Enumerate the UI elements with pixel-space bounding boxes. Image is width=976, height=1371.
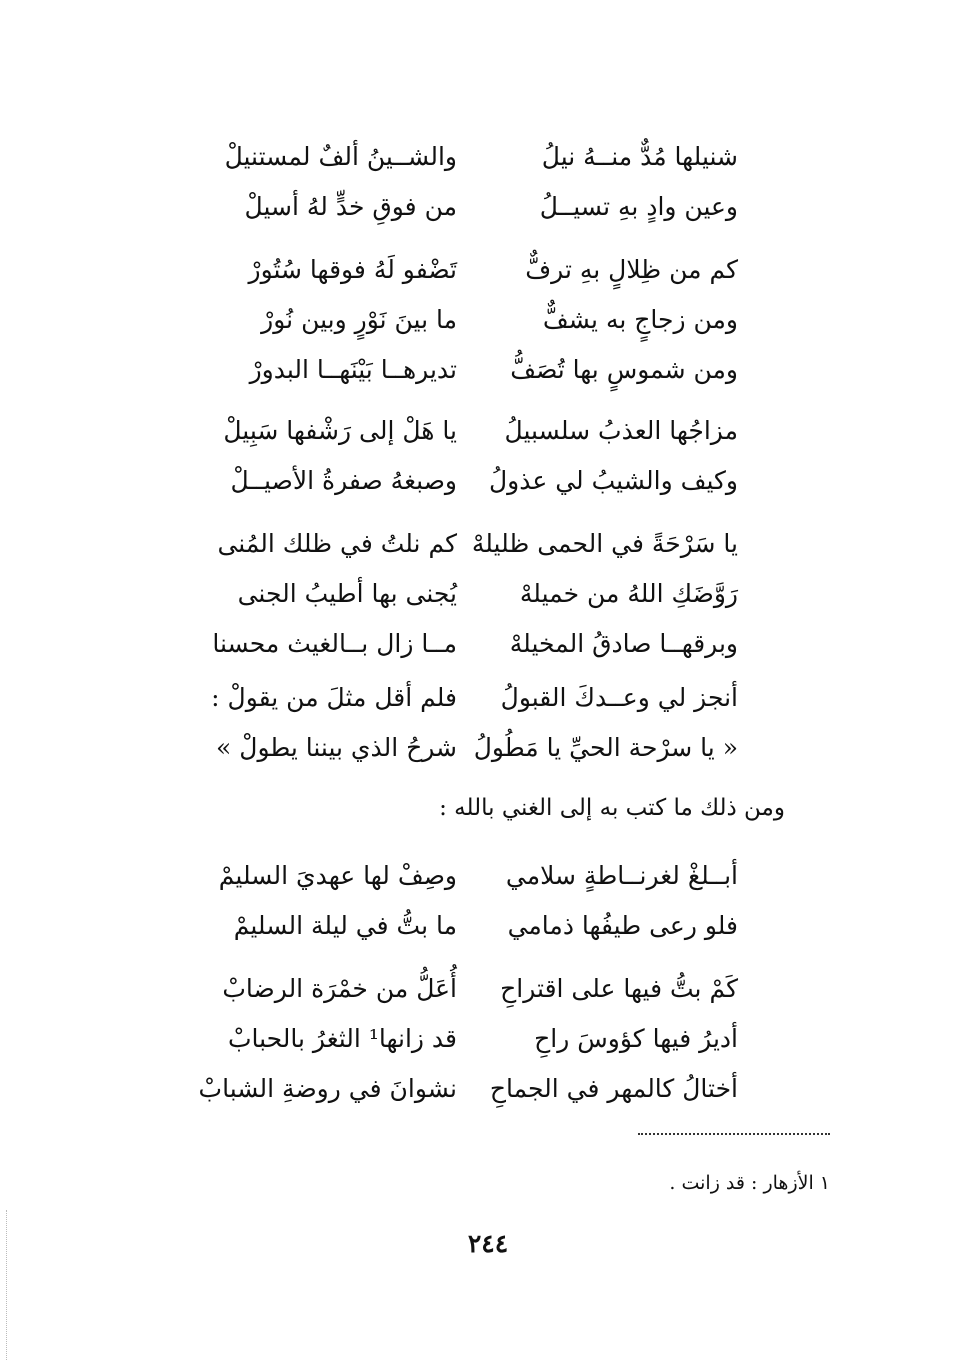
- verse-line: [180, 245, 780, 295]
- first-hemistich: أختالُ كالمهر في الجماحِ: [489, 1074, 738, 1103]
- first-hemistich: أنجز لي وعــدكَ القبولُ: [500, 683, 738, 712]
- verse-line: [180, 723, 780, 773]
- second-hemistich: قد زانها¹ الثغرُ بالحبابْ: [227, 1024, 457, 1053]
- first-hemistich: يا سَرْحَةً في الحمى ظليلهْ: [471, 529, 738, 558]
- verse-line: [180, 519, 780, 569]
- first-hemistich: أديرُ فيها كؤوسَ راحِ: [534, 1024, 738, 1053]
- second-hemistich: مــا زال بــالغيث محسنا: [212, 629, 457, 658]
- second-hemistich: أُعَلُّ من خمْرَة الرضابْ: [222, 974, 457, 1003]
- second-hemistich: ما بتُّ في ليلة السليمْ: [233, 911, 457, 940]
- verse-line: [180, 132, 780, 182]
- second-hemistich: ما بينَ نَوْرٍ وبين نُورْ: [261, 305, 457, 334]
- intro-paragraph: ومن ذلك ما كتب به إلى الغني بالله :: [439, 795, 785, 821]
- second-hemistich: وصبغهُ صفرةُ الأصيــلْ: [230, 466, 457, 495]
- verse-line: [180, 964, 780, 1014]
- verse-line: [180, 851, 780, 901]
- second-hemistich: كم نلتُ في ظلك المُنى: [217, 529, 457, 558]
- stanza: [180, 132, 780, 232]
- second-hemistich: فلم أقل مثلَ من يقولْ :: [211, 683, 457, 712]
- verse-line: [180, 1064, 780, 1114]
- verse-line: [180, 345, 780, 395]
- first-hemistich: « يا سرْحة الحيِّ يا مَطُولُ: [473, 733, 738, 762]
- second-hemistich: من فوقِ خدٍّ لهُ أسيلْ: [244, 192, 457, 221]
- first-hemistich: مزاجُها العذبُ سلسبيلُ: [504, 416, 738, 445]
- second-hemistich: يا هَلْ إلى رَشْفها سَبِيلْ: [223, 416, 457, 445]
- first-hemistich: وكيف والشيبُ لي عذولُ: [489, 466, 738, 495]
- second-hemistich: شرحُ الذي بيننا يطولْ »: [216, 733, 457, 762]
- stanza: [180, 245, 780, 395]
- first-hemistich: كَمْ بتُّ فيها على اقتراحِ: [500, 974, 738, 1003]
- verse-line: [180, 673, 780, 723]
- verse-line: [180, 456, 780, 506]
- first-hemistich: وعين وادٍ بهِ تسيــلُ: [539, 192, 738, 221]
- second-hemistich: يُجنى بها أطيبُ الجنى: [237, 579, 457, 608]
- first-hemistich: ومن زجاجٍ به يشفٌّ: [542, 305, 738, 334]
- first-hemistich: شنيلها مُدٌّ منــهُ نيلُ: [541, 142, 738, 171]
- first-hemistich: كم من ظِلالٍ بهِ ترفٌّ: [525, 255, 738, 284]
- stanza: [180, 964, 780, 1114]
- first-hemistich: رَوَّضَكِ اللهُ من خميلهْ: [519, 579, 738, 608]
- scan-margin-mark: [6, 1210, 7, 1360]
- page-number: ٢٤٤: [467, 1229, 509, 1258]
- verse-line: [180, 182, 780, 232]
- verse-line: [180, 1014, 780, 1064]
- stanza: [180, 673, 780, 773]
- stanza: [180, 519, 780, 669]
- second-hemistich: وصِفْ لها عهديَ السليمْ: [218, 861, 457, 890]
- footnote-divider: [638, 1133, 830, 1135]
- second-hemistich: والشــينُ ألفٌ لمستنيلْ: [224, 142, 457, 171]
- second-hemistich: تديرهــا بَيْنَهــا البدورْ: [249, 355, 457, 384]
- first-hemistich: وبرقهــا صادقُ المخيلهْ: [509, 629, 738, 658]
- second-hemistich: نشوانَ في روضةِ الشبابْ: [198, 1074, 457, 1103]
- verse-line: [180, 619, 780, 669]
- stanza: [180, 406, 780, 506]
- verse-line: [180, 569, 780, 619]
- verse-line: [180, 406, 780, 456]
- first-hemistich: فلو رعى طيفُها ذمامي: [507, 911, 738, 940]
- first-hemistich: أبــلغْ لغرنــاطةٍ سلامي: [505, 861, 738, 890]
- verse-line: [180, 295, 780, 345]
- first-hemistich: ومن شموسٍ بها تُصَفُّ: [510, 355, 738, 384]
- second-hemistich: تَضْفو لَهُ فوقها سُتُورْ: [248, 255, 457, 284]
- footnote: ١ الأزهار : قد زانت .: [669, 1172, 830, 1194]
- verse-line: [180, 901, 780, 951]
- stanza: [180, 851, 780, 951]
